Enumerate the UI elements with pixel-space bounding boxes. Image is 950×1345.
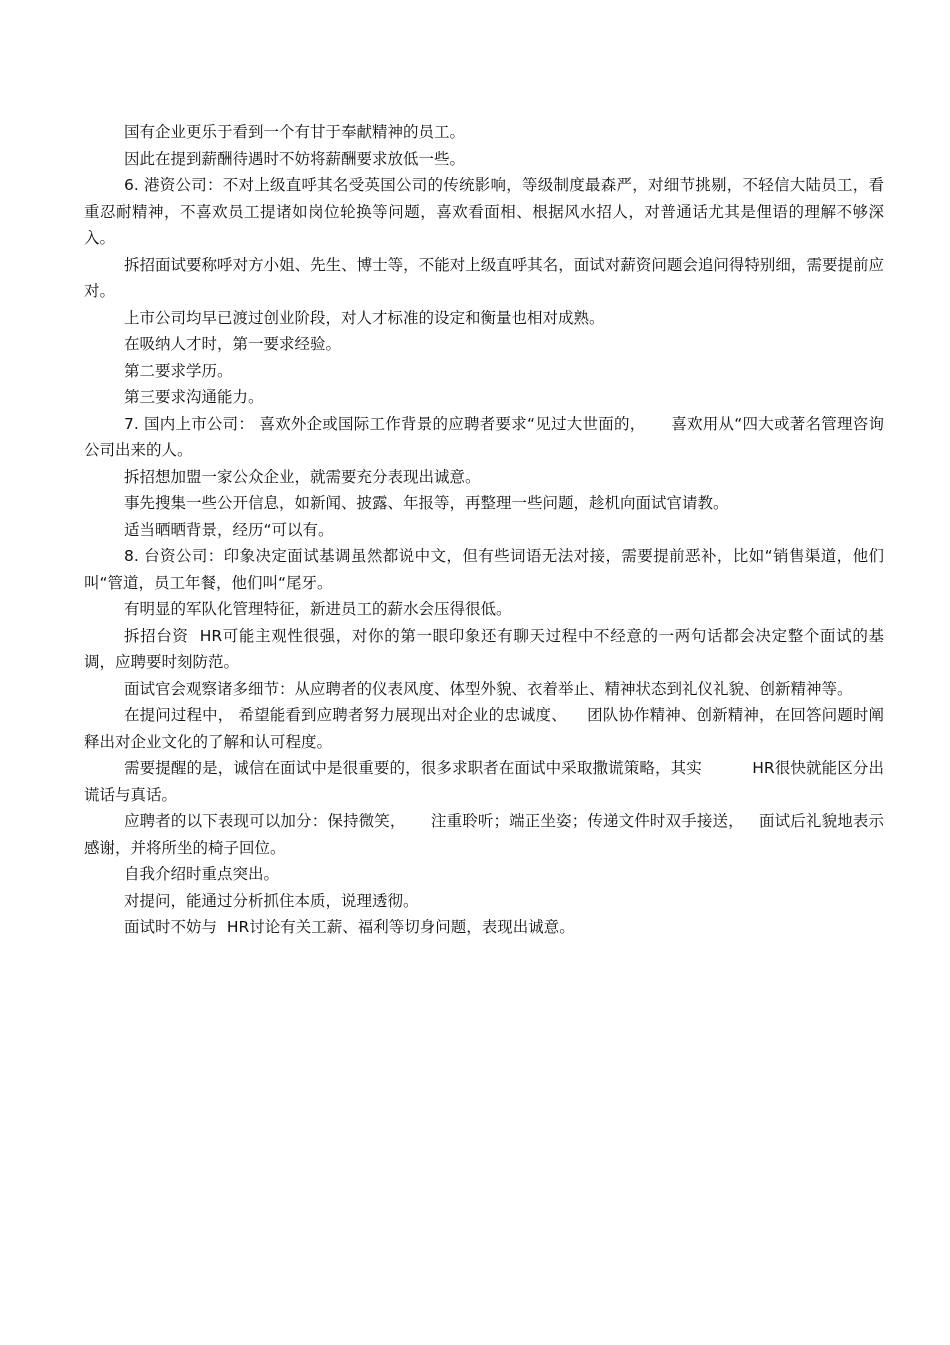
paragraph: 应聘者的以下表现可以加分：保持微笑， 注重聆听；端正坐姿；传递文件时双手接送， 面试后礼貌地表示感谢，并将所坐的椅子回位。 bbox=[84, 812, 884, 857]
paragraph: 有明显的军队化管理特征，新进员工的薪水会压得很低。 bbox=[124, 600, 512, 618]
paragraph: 拆招台资 HR可能主观性很强，对你的第一眼印象还有聊天过程中不经意的一两句话都会决定整个面试的基调，应聘要时刻防范。 bbox=[84, 626, 884, 671]
paragraph: 6. 港资公司：不对上级直呼其名受英国公司的传统影响，等级制度最森严，对细节挑剔，不轻信大陆员工，看重忍耐精神，不喜欢员工提诸如岗位轮换等问题，喜欢看面相、根据风水招人，对普通话尤其是俚语的理解不够深入。 bbox=[84, 176, 884, 247]
paragraph: 第二要求学历。 bbox=[124, 361, 233, 380]
paragraph: 在吸纳人才时，第一要求经验。 bbox=[124, 335, 342, 353]
paragraph: 拆招想加盟一家公众企业，就需要充分表现出诚意。 bbox=[124, 467, 481, 486]
paragraph: 拆招面试要称呼对方小姐、先生、博士等，不能对上级直呼其名，面试对薪资问题会追问得特别细，需要提前应对。 bbox=[84, 255, 884, 300]
paragraph: 事先搜集一些公开信息，如新闻、披露、年报等，再整理一些问题，趁机向面试官请教。 bbox=[124, 494, 729, 512]
paragraph: 国有企业更乐于看到一个有甘于奉献精神的员工。 bbox=[124, 123, 466, 141]
paragraph: 适当晒晒背景，经历“可以有。 bbox=[124, 520, 334, 539]
paragraph: 面试官会观察诸多细节：从应聘者的仪表风度、体型外貌、衣着举止、精神状态到礼仪礼貌、创新精神等。 bbox=[124, 679, 853, 698]
paragraph: 因此在提到薪酬待遇时不妨将薪酬要求放低一些。 bbox=[124, 149, 466, 168]
paragraph: 上市公司均早已渡过创业阶段，对人才标准的设定和衡量也相对成熟。 bbox=[124, 308, 605, 327]
paragraph: 需要提醒的是，诚信在面试中是很重要的，很多求职者在面试中采取撒谎策略，其实 HR很快就能区分出谎话与真话。 bbox=[84, 759, 884, 804]
paragraph: 7. 国内上市公司： 喜欢外企或国际工作背景的应聘者要求“见过大世面的， 喜欢用从“四大或著名管理咨询公司出来的人。 bbox=[84, 414, 884, 459]
paragraph: 对提问，能通过分析抓住本质，说理透彻。 bbox=[124, 891, 419, 910]
document-body bbox=[84, 119, 884, 941]
paragraph: 8. 台资公司：印象决定面试基调虽然都说中文，但有些词语无法对接，需要提前恶补，比如“销售渠道，他们叫“管道，员工年餐，他们叫“尾牙。 bbox=[84, 547, 884, 592]
paragraph: 在提问过程中， 希望能看到应聘者努力展现出对企业的忠诚度、 团队协作精神、创新精神，在回答问题时阐释出对企业文化的了解和认可程度。 bbox=[84, 706, 884, 751]
paragraph: 面试时不妨与 HR讨论有关工薪、福利等切身问题，表现出诚意。 bbox=[124, 918, 575, 936]
paragraph: 第三要求沟通能力。 bbox=[124, 388, 264, 406]
paragraph: 自我介绍时重点突出。 bbox=[124, 865, 280, 883]
